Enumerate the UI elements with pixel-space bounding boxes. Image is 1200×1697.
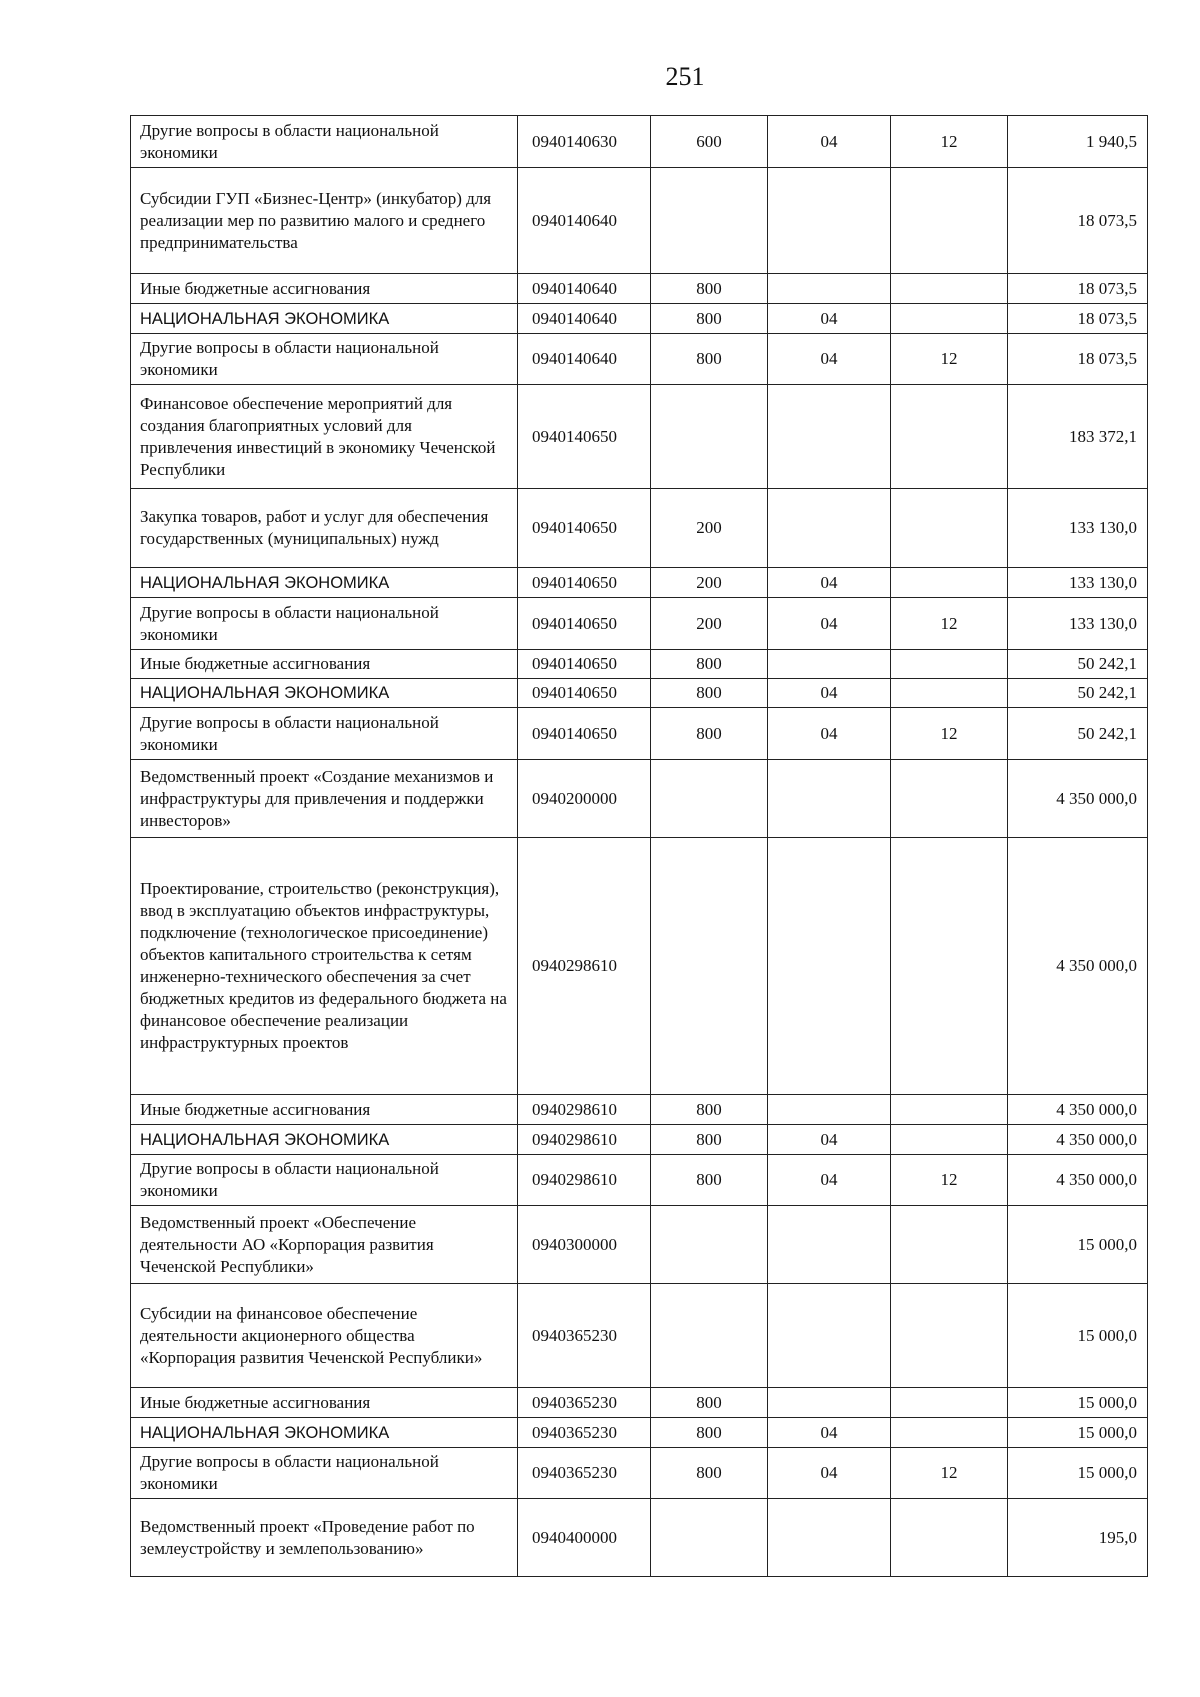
row-code: 0940200000 (518, 760, 651, 838)
row-amount: 133 130,0 (1008, 568, 1148, 598)
row-amount: 4 350 000,0 (1008, 760, 1148, 838)
row-pr (891, 650, 1008, 679)
row-name: Иные бюджетные ассигнования (131, 1095, 518, 1125)
row-pr (891, 1499, 1008, 1577)
row-code: 0940298610 (518, 1095, 651, 1125)
row-code: 0940140640 (518, 274, 651, 304)
row-code: 0940140640 (518, 334, 651, 385)
row-code: 0940140640 (518, 168, 651, 274)
row-code: 0940140650 (518, 598, 651, 650)
row-vr: 800 (651, 274, 768, 304)
row-code: 0940365230 (518, 1418, 651, 1448)
row-name: Ведомственный проект «Создание механизмов и инфраструктуры для привлечения и поддержки инвесторов» (131, 760, 518, 838)
row-code: 0940365230 (518, 1388, 651, 1418)
row-code: 0940140650 (518, 568, 651, 598)
row-vr: 800 (651, 304, 768, 334)
row-vr: 800 (651, 650, 768, 679)
row-vr (651, 760, 768, 838)
table-row (131, 1284, 1148, 1388)
table-row (131, 679, 1148, 708)
table-row (131, 760, 1148, 838)
row-vr: 800 (651, 679, 768, 708)
table-row (131, 1095, 1148, 1125)
row-name: Другие вопросы в области национальной экономики (131, 598, 518, 650)
row-code: 0940298610 (518, 1155, 651, 1206)
row-vr: 200 (651, 489, 768, 568)
table-row (131, 489, 1148, 568)
row-code: 0940140640 (518, 304, 651, 334)
table-row (131, 116, 1148, 168)
row-pr (891, 385, 1008, 489)
table-row (131, 304, 1148, 334)
row-vr: 800 (651, 708, 768, 760)
row-vr (651, 838, 768, 1095)
row-code: 0940365230 (518, 1284, 651, 1388)
table-row (131, 1448, 1148, 1499)
row-code: 0940365230 (518, 1448, 651, 1499)
row-rz (768, 650, 891, 679)
row-rz: 04 (768, 1155, 891, 1206)
row-vr: 200 (651, 598, 768, 650)
table-row (131, 1418, 1148, 1448)
row-pr (891, 568, 1008, 598)
row-rz: 04 (768, 304, 891, 334)
table-row (131, 650, 1148, 679)
row-amount: 133 130,0 (1008, 598, 1148, 650)
row-amount: 4 350 000,0 (1008, 1125, 1148, 1155)
row-amount: 18 073,5 (1008, 304, 1148, 334)
row-vr: 800 (651, 1448, 768, 1499)
row-name: Другие вопросы в области национальной экономики (131, 1155, 518, 1206)
table-row (131, 334, 1148, 385)
row-rz: 04 (768, 679, 891, 708)
row-amount: 4 350 000,0 (1008, 838, 1148, 1095)
row-rz (768, 489, 891, 568)
row-pr (891, 168, 1008, 274)
row-code: 0940298610 (518, 1125, 651, 1155)
row-amount: 50 242,1 (1008, 708, 1148, 760)
row-amount: 183 372,1 (1008, 385, 1148, 489)
row-amount: 4 350 000,0 (1008, 1095, 1148, 1125)
row-name: Другие вопросы в области национальной экономики (131, 116, 518, 168)
row-name: НАЦИОНАЛЬНАЯ ЭКОНОМИКА (131, 679, 518, 708)
row-rz: 04 (768, 116, 891, 168)
row-pr (891, 1125, 1008, 1155)
row-amount: 18 073,5 (1008, 168, 1148, 274)
row-code: 0940300000 (518, 1206, 651, 1284)
row-code: 0940140650 (518, 679, 651, 708)
table-row (131, 1499, 1148, 1577)
row-rz (768, 838, 891, 1095)
row-rz (768, 760, 891, 838)
row-name: Финансовое обеспечение мероприятий для создания благоприятных условий для привлечения инвестиций в экономику Чеченской Республики (131, 385, 518, 489)
row-amount: 18 073,5 (1008, 274, 1148, 304)
row-pr (891, 1095, 1008, 1125)
row-amount: 15 000,0 (1008, 1418, 1148, 1448)
row-vr: 600 (651, 116, 768, 168)
row-amount: 133 130,0 (1008, 489, 1148, 568)
row-code: 0940140630 (518, 116, 651, 168)
table-row (131, 1125, 1148, 1155)
row-name: НАЦИОНАЛЬНАЯ ЭКОНОМИКА (131, 304, 518, 334)
table-row (131, 1388, 1148, 1418)
row-pr (891, 679, 1008, 708)
row-code: 0940140650 (518, 650, 651, 679)
row-amount: 1 940,5 (1008, 116, 1148, 168)
row-rz: 04 (768, 598, 891, 650)
row-code: 0940140650 (518, 385, 651, 489)
row-rz (768, 1095, 891, 1125)
row-vr (651, 1206, 768, 1284)
row-pr (891, 838, 1008, 1095)
row-name: Другие вопросы в области национальной экономики (131, 334, 518, 385)
row-name: Субсидии ГУП «Бизнес-Центр» (инкубатор) для реализации мер по развитию малого и среднего предпринимательства (131, 168, 518, 274)
row-vr (651, 385, 768, 489)
row-rz: 04 (768, 1448, 891, 1499)
row-vr (651, 1284, 768, 1388)
row-amount: 50 242,1 (1008, 650, 1148, 679)
row-vr (651, 1499, 768, 1577)
page-number: 251 (665, 62, 705, 91)
row-name: Иные бюджетные ассигнования (131, 274, 518, 304)
row-rz: 04 (768, 1418, 891, 1448)
table-row (131, 274, 1148, 304)
row-rz: 04 (768, 708, 891, 760)
row-vr: 200 (651, 568, 768, 598)
row-name: НАЦИОНАЛЬНАЯ ЭКОНОМИКА (131, 568, 518, 598)
row-amount: 50 242,1 (1008, 679, 1148, 708)
table-row (131, 168, 1148, 274)
row-amount: 18 073,5 (1008, 334, 1148, 385)
row-vr: 800 (651, 1418, 768, 1448)
row-pr: 12 (891, 1448, 1008, 1499)
row-rz: 04 (768, 334, 891, 385)
row-pr (891, 274, 1008, 304)
row-amount: 15 000,0 (1008, 1284, 1148, 1388)
row-amount: 4 350 000,0 (1008, 1155, 1148, 1206)
row-rz: 04 (768, 1125, 891, 1155)
row-vr: 800 (651, 1095, 768, 1125)
row-name: Иные бюджетные ассигнования (131, 1388, 518, 1418)
row-amount: 15 000,0 (1008, 1448, 1148, 1499)
row-pr: 12 (891, 598, 1008, 650)
row-rz (768, 1499, 891, 1577)
row-code: 0940400000 (518, 1499, 651, 1577)
row-name: Ведомственный проект «Проведение работ по землеустройству и землепользованию» (131, 1499, 518, 1577)
budget-table (130, 115, 1148, 1577)
row-vr: 800 (651, 1155, 768, 1206)
row-code: 0940140650 (518, 708, 651, 760)
row-rz (768, 168, 891, 274)
row-code: 0940140650 (518, 489, 651, 568)
row-pr (891, 489, 1008, 568)
table-row (131, 568, 1148, 598)
row-vr: 800 (651, 1125, 768, 1155)
row-amount: 15 000,0 (1008, 1206, 1148, 1284)
row-amount: 15 000,0 (1008, 1388, 1148, 1418)
table-row (131, 708, 1148, 760)
row-code: 0940298610 (518, 838, 651, 1095)
table-row (131, 1206, 1148, 1284)
row-rz (768, 274, 891, 304)
row-vr (651, 168, 768, 274)
row-pr (891, 1206, 1008, 1284)
row-pr: 12 (891, 1155, 1008, 1206)
budget-table-body (131, 116, 1148, 1577)
row-rz (768, 1388, 891, 1418)
row-name: Другие вопросы в области национальной экономики (131, 708, 518, 760)
row-pr: 12 (891, 116, 1008, 168)
row-name: НАЦИОНАЛЬНАЯ ЭКОНОМИКА (131, 1418, 518, 1448)
row-rz: 04 (768, 568, 891, 598)
row-pr (891, 760, 1008, 838)
row-pr: 12 (891, 334, 1008, 385)
row-name: Проектирование, строительство (реконструкция), ввод в эксплуатацию объектов инфраструктуры, подключение (технологическое присоединение) объектов капитального строительства к сетям инженерно-технического обеспечения за счет бюджетных кредитов из федерального бюджета на финансовое обеспечение реализации инфраструктурных проектов (131, 838, 518, 1095)
row-name: НАЦИОНАЛЬНАЯ ЭКОНОМИКА (131, 1125, 518, 1155)
table-row (131, 385, 1148, 489)
row-pr: 12 (891, 708, 1008, 760)
row-amount: 195,0 (1008, 1499, 1148, 1577)
row-pr (891, 1418, 1008, 1448)
table-row (131, 598, 1148, 650)
row-pr (891, 304, 1008, 334)
row-pr (891, 1388, 1008, 1418)
row-name: Субсидии на финансовое обеспечение деятельности акционерного общества «Корпорация развития Чеченской Республики» (131, 1284, 518, 1388)
row-vr: 800 (651, 334, 768, 385)
table-row (131, 1155, 1148, 1206)
row-name: Ведомственный проект «Обеспечение деятельности АО «Корпорация развития Чеченской Республики» (131, 1206, 518, 1284)
row-name: Иные бюджетные ассигнования (131, 650, 518, 679)
row-rz (768, 1206, 891, 1284)
row-rz (768, 385, 891, 489)
row-vr: 800 (651, 1388, 768, 1418)
table-row (131, 838, 1148, 1095)
row-name: Закупка товаров, работ и услуг для обеспечения государственных (муниципальных) нужд (131, 489, 518, 568)
row-name: Другие вопросы в области национальной экономики (131, 1448, 518, 1499)
row-pr (891, 1284, 1008, 1388)
row-rz (768, 1284, 891, 1388)
